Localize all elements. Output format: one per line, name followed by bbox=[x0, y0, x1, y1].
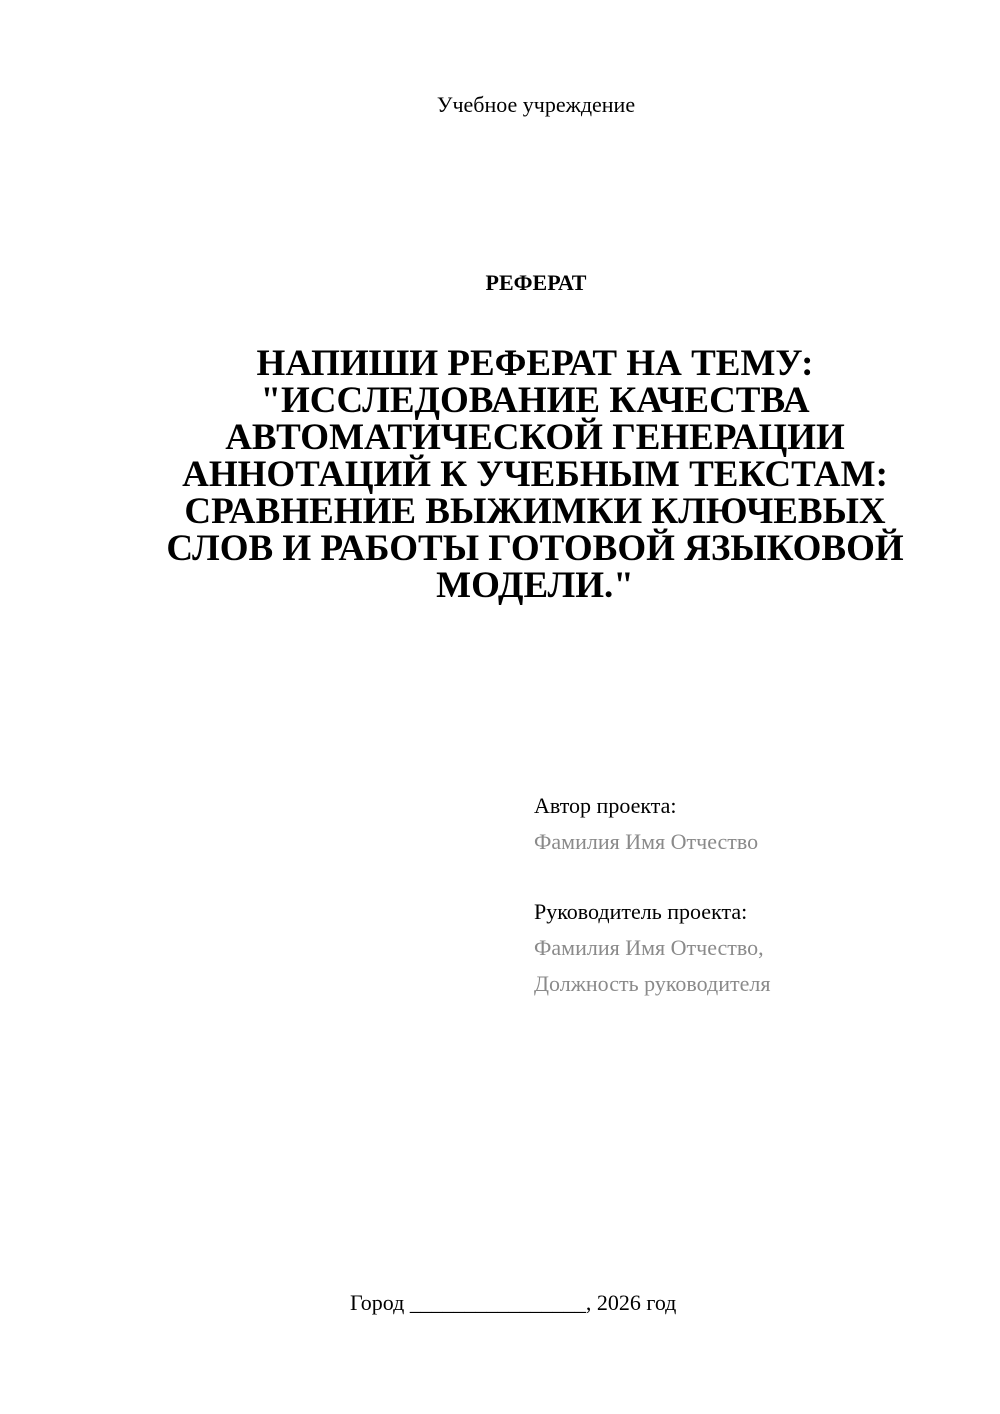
author-name-placeholder: Фамилия Имя Отчество bbox=[534, 829, 759, 854]
block-spacer bbox=[534, 860, 974, 894]
supervisor-label: Руководитель проекта: bbox=[534, 899, 748, 924]
author-info-block bbox=[534, 788, 974, 1002]
institution-name: Учебное учреждение bbox=[436, 92, 636, 117]
document-title: НАПИШИ РЕФЕРАТ НА ТЕМУ: "ИССЛЕДОВАНИЕ КАЧЕСТВА АВТОМАТИЧЕСКОЙ ГЕНЕРАЦИИ АННОТАЦИЙ К УЧЕБНЫМ ТЕКСТАМ: СРАВНЕНИЕ ВЫЖИМКИ КЛЮЧЕВЫХ СЛОВ И РАБОТЫ ГОТОВОЙ ЯЗЫКОВОЙ МОДЕЛИ." bbox=[166, 343, 904, 606]
supervisor-name-placeholder: Фамилия Имя Отчество, bbox=[534, 935, 764, 960]
supervisor-position-placeholder: Должность руководителя bbox=[534, 971, 771, 996]
city-year-line: Город ________________, 2026 год bbox=[350, 1290, 677, 1315]
author-label: Автор проекта: bbox=[534, 793, 677, 818]
document-type: РЕФЕРАТ bbox=[485, 270, 587, 295]
